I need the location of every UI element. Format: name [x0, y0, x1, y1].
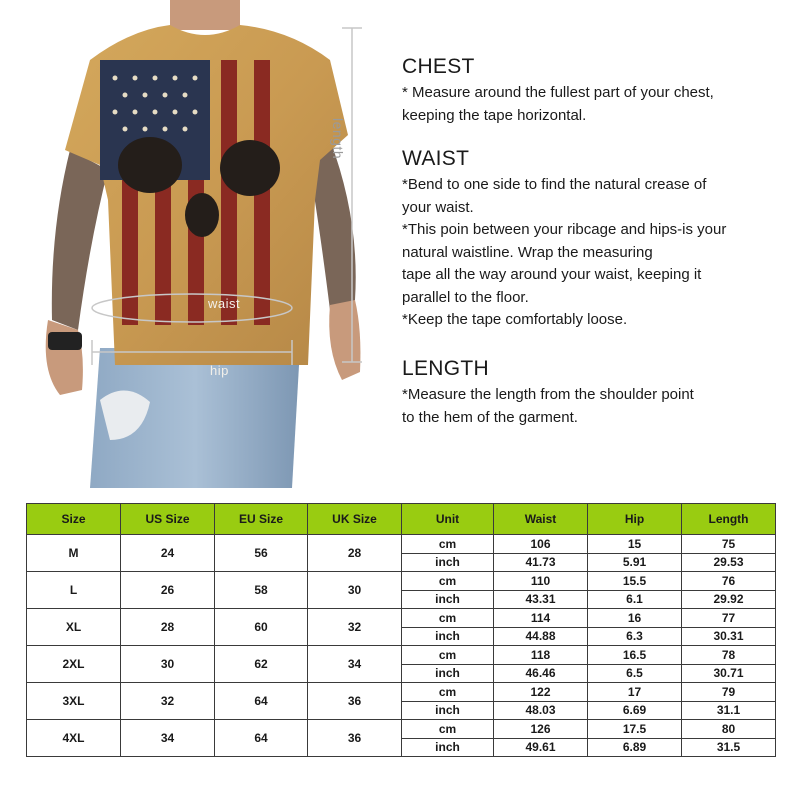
table-row [27, 720, 776, 739]
chest-text-line: * Measure around the fullest part of your chest, [402, 84, 714, 101]
hip-cell: 15 [588, 535, 682, 554]
eu-size-cell: 64 [215, 683, 308, 720]
unit-cell: inch [402, 627, 494, 646]
waist-cell: 49.61 [494, 738, 588, 757]
chest-text-line: keeping the tape horizontal. [402, 106, 587, 124]
length-cell: 76 [682, 572, 776, 591]
chest-section [402, 52, 714, 127]
unit-cell: cm [402, 720, 494, 739]
watch [48, 332, 82, 350]
waist-title: WAIST [402, 147, 470, 170]
size-cell: M [27, 535, 121, 572]
unit-cell: cm [402, 683, 494, 702]
left-hand [46, 320, 83, 395]
waist-cell: 122 [494, 683, 588, 702]
unit-cell: inch [402, 738, 494, 757]
hip-cell: 6.89 [588, 738, 682, 757]
uk-size-cell: 34 [308, 646, 402, 683]
size-cell: 2XL [27, 646, 121, 683]
hip-cell: 17.5 [588, 720, 682, 739]
us-size-cell: 24 [121, 535, 215, 572]
waist-label: waist [208, 296, 241, 311]
length-text-line: *Measure the length from the shoulder point [402, 386, 694, 403]
waist-cell: 106 [494, 535, 588, 554]
eu-size-cell: 62 [215, 646, 308, 683]
length-title: LENGTH [402, 357, 489, 380]
hip-cell: 6.69 [588, 701, 682, 720]
hip-cell: 6.1 [588, 590, 682, 609]
us-size-cell: 28 [121, 609, 215, 646]
unit-cell: cm [402, 646, 494, 665]
length-cell: 75 [682, 535, 776, 554]
unit-cell: cm [402, 609, 494, 628]
hip-cell: 15.5 [588, 572, 682, 591]
eu-size-cell: 60 [215, 609, 308, 646]
length-text-line: to the hem of the garment. [402, 408, 578, 426]
column-header: Waist [494, 504, 588, 535]
column-header: Size [27, 504, 121, 535]
size-chart-table [26, 503, 776, 757]
right-hand [329, 300, 360, 380]
length-cell: 77 [682, 609, 776, 628]
unit-cell: inch [402, 553, 494, 572]
length-section [402, 354, 694, 429]
table-row [27, 683, 776, 702]
eu-size-cell: 58 [215, 572, 308, 609]
hip-label: hip [210, 363, 229, 378]
size-cell: 3XL [27, 683, 121, 720]
waist-text-line: *This poin between your ribcage and hips-is your [402, 221, 727, 238]
length-cell: 31.1 [682, 701, 776, 720]
uk-size-cell: 28 [308, 535, 402, 572]
size-cell: XL [27, 609, 121, 646]
column-header: US Size [121, 504, 215, 535]
hip-cell: 16.5 [588, 646, 682, 665]
uk-size-cell: 32 [308, 609, 402, 646]
waist-cell: 118 [494, 646, 588, 665]
size-cell: L [27, 572, 121, 609]
hip-cell: 6.3 [588, 627, 682, 646]
uk-size-cell: 36 [308, 720, 402, 757]
column-header: Length [682, 504, 776, 535]
hip-cell: 5.91 [588, 553, 682, 572]
waist-cell: 126 [494, 720, 588, 739]
us-size-cell: 30 [121, 646, 215, 683]
hip-cell: 6.5 [588, 664, 682, 683]
waist-cell: 114 [494, 609, 588, 628]
table-row [27, 609, 776, 628]
uk-size-cell: 30 [308, 572, 402, 609]
us-size-cell: 26 [121, 572, 215, 609]
product-photo [30, 0, 375, 488]
length-cell: 30.31 [682, 627, 776, 646]
unit-cell: inch [402, 664, 494, 683]
length-cell: 29.53 [682, 553, 776, 572]
column-header: EU Size [215, 504, 308, 535]
table-row [27, 646, 776, 665]
length-cell: 29.92 [682, 590, 776, 609]
length-cell: 30.71 [682, 664, 776, 683]
waist-cell: 44.88 [494, 627, 588, 646]
unit-cell: cm [402, 572, 494, 591]
us-size-cell: 34 [121, 720, 215, 757]
length-cell: 31.5 [682, 738, 776, 757]
eu-size-cell: 64 [215, 720, 308, 757]
waist-cell: 110 [494, 572, 588, 591]
waist-text-line: natural waistline. Wrap the measuring [402, 243, 653, 261]
waist-cell: 43.31 [494, 590, 588, 609]
waist-text-line: *Bend to one side to find the natural crease of [402, 176, 707, 193]
uk-size-cell: 36 [308, 683, 402, 720]
table-row [27, 572, 776, 591]
waist-text-line: *Keep the tape comfortably loose. [402, 311, 628, 328]
waist-cell: 48.03 [494, 701, 588, 720]
unit-cell: inch [402, 590, 494, 609]
waist-text-line: parallel to the floor. [402, 288, 529, 306]
waist-cell: 46.46 [494, 664, 588, 683]
size-cell: 4XL [27, 720, 121, 757]
eu-size-cell: 56 [215, 535, 308, 572]
length-label: length [330, 118, 346, 160]
us-size-cell: 32 [121, 683, 215, 720]
length-cell: 79 [682, 683, 776, 702]
hip-cell: 16 [588, 609, 682, 628]
unit-cell: cm [402, 535, 494, 554]
neck [170, 0, 240, 30]
unit-cell: inch [402, 701, 494, 720]
length-cell: 80 [682, 720, 776, 739]
column-header: UK Size [308, 504, 402, 535]
column-header: Unit [402, 504, 494, 535]
length-cell: 78 [682, 646, 776, 665]
waist-text-line: tape all the way around your waist, keeping it [402, 266, 702, 283]
hip-cell: 17 [588, 683, 682, 702]
tshirt-model-illustration [30, 0, 375, 488]
waist-text-line: your waist. [402, 198, 474, 216]
waist-section [402, 144, 726, 332]
waist-cell: 41.73 [494, 553, 588, 572]
column-header: Hip [588, 504, 682, 535]
table-row [27, 535, 776, 554]
chest-title: CHEST [402, 55, 475, 78]
table-header-row [27, 504, 776, 535]
